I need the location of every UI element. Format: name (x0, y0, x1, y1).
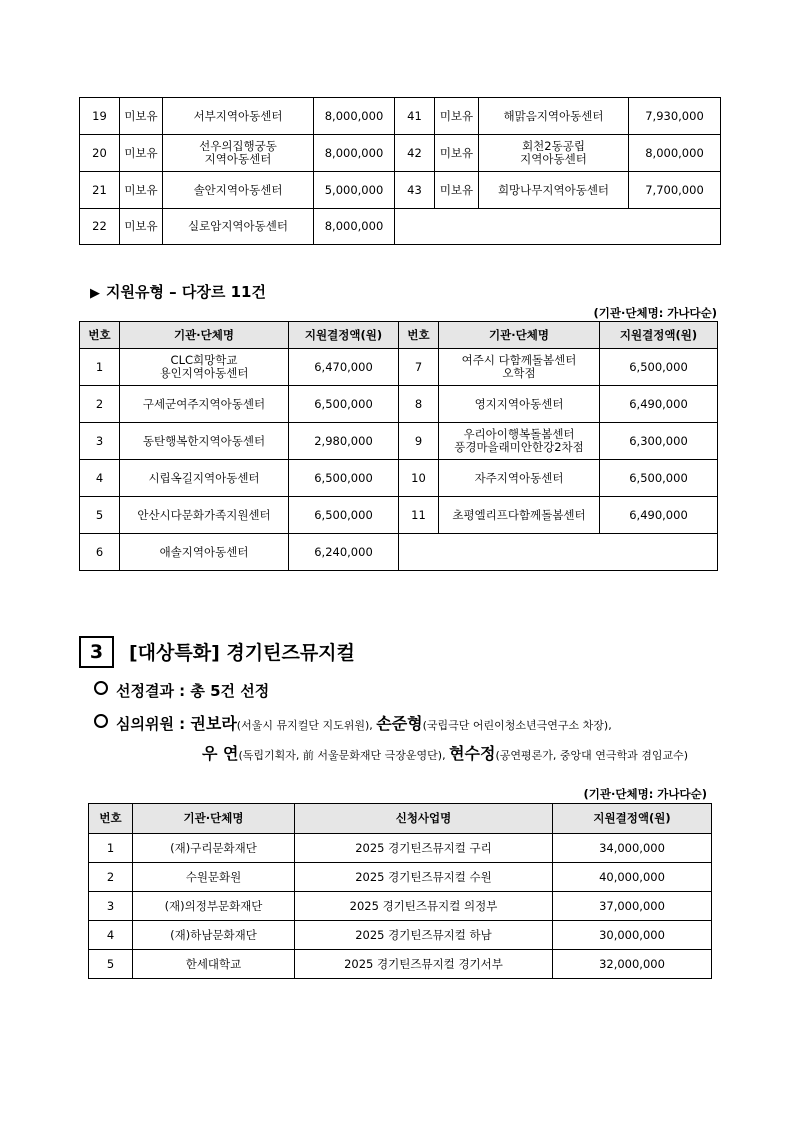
judge-desc: (국립극단 어린이청소년극연구소 차장), (422, 719, 612, 732)
section-title: [대상특화] 경기틴즈뮤지컬 (129, 642, 355, 664)
section-number-box: 3 (79, 636, 114, 668)
table-cell: 6,490,000 (600, 497, 718, 534)
column-header: 번호 (89, 804, 133, 834)
table-row (89, 863, 712, 892)
judge-name: 현수정 (449, 744, 496, 763)
table-cell: 11 (399, 497, 439, 534)
sort-note: (기관·단체명: 가나다순) (593, 306, 717, 320)
table-cell: 우리아이행복돌봄센터 풍경마을래미안한강2차점 (439, 423, 600, 460)
table-cell: 30,000,000 (553, 921, 712, 950)
table-cell: 6,500,000 (600, 349, 718, 386)
table-cell: 동탄행복한지역아동센터 (120, 423, 289, 460)
table-cell: 8,000,000 (314, 209, 395, 245)
column-header: 번호 (399, 322, 439, 349)
column-header: 기관·단체명 (133, 804, 295, 834)
table-cell: 6,500,000 (600, 460, 718, 497)
table-cell: 8,000,000 (314, 98, 395, 135)
table-cell: 4 (89, 921, 133, 950)
table-cell: 2025 경기틴즈뮤지컬 구리 (295, 834, 553, 863)
table-cell: 서부지역아동센터 (163, 98, 314, 135)
table-cell: 선우의집행궁동 지역아동센터 (163, 135, 314, 172)
judge-name: 우 연 (202, 744, 239, 763)
judge-desc: (공연평론가, 중앙대 연극학과 겸임교수) (495, 749, 689, 762)
table-cell: 7,700,000 (629, 172, 721, 209)
table-cell: 8,000,000 (629, 135, 721, 172)
table-row (80, 534, 718, 571)
circle-bullet-icon (94, 714, 108, 728)
table-row (89, 921, 712, 950)
column-header: 지원결정액(원) (289, 322, 399, 349)
multi-genre-table (79, 321, 718, 571)
table-cell: 3 (89, 892, 133, 921)
table-cell: 희망나무지역아동센터 (479, 172, 629, 209)
table-cell: 초평엘리프다함께돌봄센터 (439, 497, 600, 534)
table-cell: 미보유 (120, 172, 163, 209)
table-cell: 미보유 (435, 172, 479, 209)
table-cell: 2 (80, 386, 120, 423)
table-header-row (80, 322, 718, 349)
table-cell: (재)의정부문화재단 (133, 892, 295, 921)
teens-musical-table (88, 803, 712, 979)
sort-note-2: (기관·단체명: 가나다순) (583, 787, 707, 801)
table-row (89, 892, 712, 921)
table-cell: 해맑음지역아동센터 (479, 98, 629, 135)
table-cell: 영지지역아동센터 (439, 386, 600, 423)
table-cell: 6,500,000 (289, 386, 399, 423)
judge-name: 손준형 (376, 714, 423, 733)
table-row (89, 950, 712, 979)
table-cell: 4 (80, 460, 120, 497)
table-cell: 8 (399, 386, 439, 423)
table-cell: 6,470,000 (289, 349, 399, 386)
table-cell: 8,000,000 (314, 135, 395, 172)
table-cell: 한세대학교 (133, 950, 295, 979)
table-cell: 21 (80, 172, 120, 209)
table-cell: 회천2동공립 지역아동센터 (479, 135, 629, 172)
table-cell: 실로암지역아동센터 (163, 209, 314, 245)
table-row (80, 497, 718, 534)
table-cell: 2025 경기틴즈뮤지컬 경기서부 (295, 950, 553, 979)
table-cell: 19 (80, 98, 120, 135)
table-cell: 22 (80, 209, 120, 245)
table-row (80, 135, 721, 172)
table-cell: 6,490,000 (600, 386, 718, 423)
table-cell: 2025 경기틴즈뮤지컬 하남 (295, 921, 553, 950)
empty-cell (395, 209, 721, 245)
table-row (80, 349, 718, 386)
table-cell: CLC희망학교 용인지역아동센터 (120, 349, 289, 386)
table-cell: 수원문화원 (133, 863, 295, 892)
table-row (80, 460, 718, 497)
table-cell: 안산시다문화가족지원센터 (120, 497, 289, 534)
table-row (89, 834, 712, 863)
table-cell: 43 (395, 172, 435, 209)
column-header: 지원결정액(원) (600, 322, 718, 349)
table-cell: 6 (80, 534, 120, 571)
support-table-continued (79, 97, 721, 245)
judge-desc: (독립기획자, 前 서울문화재단 극장운영단), (238, 749, 450, 762)
table-row (80, 98, 721, 135)
table-cell: 42 (395, 135, 435, 172)
table-cell: 20 (80, 135, 120, 172)
table-cell: 구세군여주지역아동센터 (120, 386, 289, 423)
judge-desc: (서울시 뮤지컬단 지도위원), (236, 719, 377, 732)
table-cell: 미보유 (120, 135, 163, 172)
empty-cell (399, 534, 718, 571)
table-header-row (89, 804, 712, 834)
table-cell: 시립옥길지역아동센터 (120, 460, 289, 497)
judges-line-2 (202, 741, 688, 764)
table-cell: (재)구리문화재단 (133, 834, 295, 863)
table-cell: 자주지역아동센터 (439, 460, 600, 497)
table-cell: 2025 경기틴즈뮤지컬 의정부 (295, 892, 553, 921)
table-cell: 6,500,000 (289, 497, 399, 534)
table-cell: 9 (399, 423, 439, 460)
column-header: 기관·단체명 (439, 322, 600, 349)
table-cell: 37,000,000 (553, 892, 712, 921)
table-row (80, 386, 718, 423)
table-cell: 2025 경기틴즈뮤지컬 수원 (295, 863, 553, 892)
table-cell: 5 (89, 950, 133, 979)
table-cell: 2 (89, 863, 133, 892)
table-cell: 솔안지역아동센터 (163, 172, 314, 209)
table-cell: 5,000,000 (314, 172, 395, 209)
column-header: 번호 (80, 322, 120, 349)
result-text: 선정결과 : 총 5건 선정 (116, 682, 270, 700)
table-cell: 6,300,000 (600, 423, 718, 460)
table-row (80, 423, 718, 460)
table-cell: (재)하남문화재단 (133, 921, 295, 950)
table-cell: 10 (399, 460, 439, 497)
table-cell: 여주시 다함께돌봄센터 오학점 (439, 349, 600, 386)
table-cell: 미보유 (120, 98, 163, 135)
support-type-title: 지원유형 – 다장르 11건 (106, 283, 266, 301)
table-cell: 3 (80, 423, 120, 460)
table-cell: 41 (395, 98, 435, 135)
table-row (80, 209, 721, 245)
result-line (94, 680, 269, 701)
table-cell: 6,240,000 (289, 534, 399, 571)
column-header: 신청사업명 (295, 804, 553, 834)
table-cell: 7,930,000 (629, 98, 721, 135)
table-row (80, 172, 721, 209)
judges-label: 심의위원 : (116, 715, 191, 733)
column-header: 기관·단체명 (120, 322, 289, 349)
table-cell: 34,000,000 (553, 834, 712, 863)
table-cell: 40,000,000 (553, 863, 712, 892)
judge-name: 권보라 (190, 714, 237, 733)
triangle-icon: ▶ (90, 286, 100, 301)
table-cell: 7 (399, 349, 439, 386)
table-cell: 미보유 (435, 98, 479, 135)
circle-bullet-icon (94, 681, 108, 695)
support-type-heading (90, 281, 266, 302)
table-cell: 1 (80, 349, 120, 386)
column-header: 지원결정액(원) (553, 804, 712, 834)
table-cell: 미보유 (435, 135, 479, 172)
table-cell: 1 (89, 834, 133, 863)
table-cell: 5 (80, 497, 120, 534)
table-cell: 애솔지역아동센터 (120, 534, 289, 571)
table-cell: 2,980,000 (289, 423, 399, 460)
table-cell: 6,500,000 (289, 460, 399, 497)
table-cell: 미보유 (120, 209, 163, 245)
table-cell: 32,000,000 (553, 950, 712, 979)
judges-line (94, 711, 612, 734)
